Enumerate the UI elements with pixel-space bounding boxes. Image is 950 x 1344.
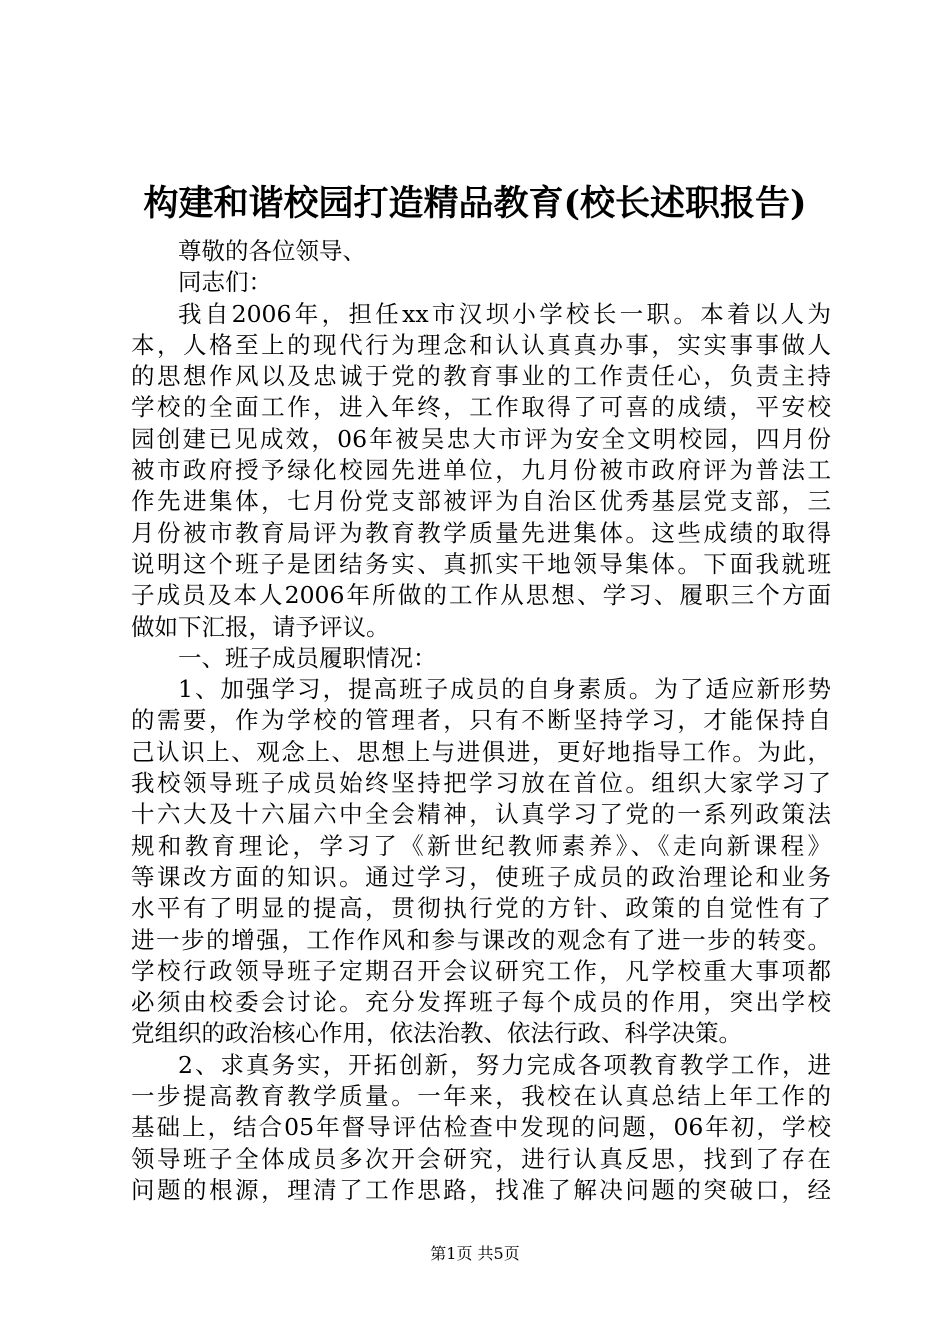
body-line: 作先进集体，七月份党支部被评为自治区优秀基层党支部，三 [131,487,831,516]
body-line: 规和教育理论，学习了《新世纪教师素养》、《走向新课程》 [131,831,831,860]
body-line: 基础上，结合05年督导评估检查中发现的问题，06年初，学校 [131,1113,831,1142]
body-line: 被市政府授予绿化校园先进单位，九月份被市政府评为普法工 [131,456,831,485]
body-line: 做如下汇报，请予评议。 [131,612,390,641]
body-line: 同志们： [178,268,272,297]
body-line: 己认识上、观念上、思想上与进俱进，更好地指导工作。为此， [131,737,831,766]
body-line: 1、加强学习，提高班子成员的自身素质。为了适应新形势 [178,675,831,704]
body-line: 必须由校委会讨论。充分发挥班子每个成员的作用，突出学校 [131,988,831,1017]
body-line: 月份被市教育局评为教育教学质量先进集体。这些成绩的取得 [131,518,831,547]
body-line: 尊敬的各位领导、 [178,237,366,265]
body-line: 学校的全面工作，进入年终，工作取得了可喜的成绩，平安校 [131,393,831,422]
body-line: 问题的根源，理清了工作思路，找准了解决问题的突破口，经 [131,1175,831,1204]
page-footer: 第1页 共5页 [430,1244,520,1263]
body-line: 进一步的增强，工作作风和参与课改的观念有了进一步的转变。 [131,925,831,954]
body-line: 我自2006年，担任xx市汉坝小学校长一职。本着以人为 [178,299,831,328]
body-line: 一步提高教育教学质量。一年来，我校在认真总结上年工作的 [131,1082,831,1111]
body-line: 园创建已见成效，06年被吴忠大市评为安全文明校园，四月份 [131,424,831,453]
body-line: 学校行政领导班子定期召开会议研究工作，凡学校重大事项都 [131,956,831,985]
body-line: 领导班子全体成员多次开会研究，进行认真反思，找到了存在 [131,1144,831,1173]
body-line: 的需要，作为学校的管理者，只有不断坚持学习，才能保持自 [131,706,831,735]
body-line: 2、求真务实，开拓创新，努力完成各项教育教学工作，进 [178,1050,831,1079]
document-title: 构建和谐校园打造精品教育(校长述职报告) [143,183,807,224]
body-line: 党组织的政治核心作用，依法治教、依法行政、科学决策。 [131,1019,742,1048]
body-line: 本，人格至上的现代行为理念和认认真真办事，实实事事做人 [131,330,831,359]
body-line: 等课改方面的知识。通过学习，使班子成员的政治理论和业务 [131,862,831,891]
body-line: 我校领导班子成员始终坚持把学习放在首位。组织大家学习了 [131,769,831,798]
document-body [131,236,831,1206]
body-line: 水平有了明显的提高，贯彻执行党的方针、政策的自觉性有了 [131,894,831,923]
body-line: 十六大及十六届六中全会精神，认真学习了党的一系列政策法 [131,800,831,829]
body-line: 一、班子成员履职情况： [178,643,437,672]
body-line: 子成员及本人2006年所做的工作从思想、学习、履职三个方面 [131,581,831,610]
body-line: 的思想作风以及忠诚于党的教育事业的工作责任心，负责主持 [131,362,831,391]
body-line: 说明这个班子是团结务实、真抓实干地领导集体。下面我就班 [131,549,831,578]
